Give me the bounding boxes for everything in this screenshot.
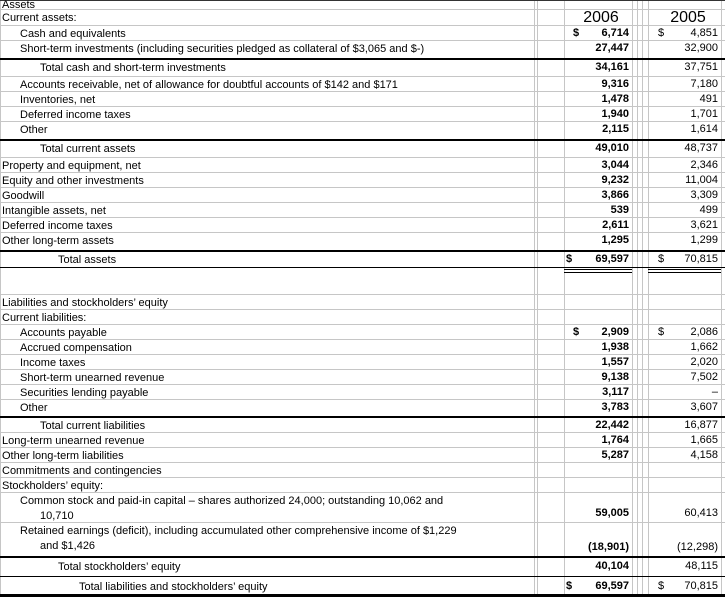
- table-row: [0, 41, 725, 60]
- value-2006: [564, 295, 632, 309]
- amount: 1,557: [601, 356, 629, 368]
- currency-symbol: $: [658, 253, 665, 265]
- year-header-2006: 2006: [583, 9, 619, 26]
- table-row: [0, 141, 725, 158]
- value-2005: [648, 418, 721, 432]
- row-label: Inventories, net: [20, 94, 96, 106]
- amount: 3,866: [601, 189, 629, 201]
- amount: 9,232: [601, 174, 629, 186]
- double-underline-2005: [648, 269, 721, 273]
- row-label: [0, 493, 564, 522]
- value-2006: [564, 577, 632, 594]
- value-2005: [648, 203, 721, 217]
- amount: 1,665: [690, 434, 718, 446]
- value-2005: [648, 370, 721, 384]
- value-2006: [564, 433, 632, 447]
- value-2006: [564, 77, 632, 91]
- value-2006: [564, 107, 632, 121]
- amount: 6,714: [601, 27, 629, 39]
- amount: 22,442: [595, 419, 629, 431]
- value-2006: [564, 478, 632, 492]
- value-2005: [648, 158, 721, 172]
- amount: 2,346: [690, 159, 718, 171]
- amount: 27,447: [595, 42, 629, 54]
- value-2005: [648, 92, 721, 106]
- value-2006: [564, 252, 632, 267]
- value-2006: [564, 325, 632, 339]
- value-2006: [564, 340, 632, 354]
- table-row: [0, 77, 725, 92]
- row-label: Total liabilities and stockholders’ equity: [79, 581, 268, 593]
- value-2005: [648, 252, 721, 267]
- value-2006: [564, 188, 632, 202]
- row-label: Liabilities and stockholders’ equity: [2, 297, 168, 309]
- amount: 70,815: [684, 580, 718, 592]
- amount: 69,597: [595, 580, 629, 592]
- table-row: [0, 295, 725, 310]
- row-label: Current liabilities:: [2, 312, 87, 324]
- table-row: [0, 418, 725, 433]
- amount: 1,662: [690, 341, 718, 353]
- amount: (18,901): [588, 541, 629, 553]
- amount: 2,115: [602, 123, 629, 135]
- value-2006: [564, 400, 632, 416]
- value-2005: [648, 478, 721, 492]
- value-2006: [564, 141, 632, 157]
- value-2005: [648, 558, 721, 576]
- row-label-line1: Retained earnings (deficit), including accumulated other comprehensive income of $1,229: [20, 525, 457, 537]
- table-row: [0, 122, 725, 141]
- table-row: [0, 478, 725, 493]
- row-label: Income taxes: [20, 357, 86, 369]
- value-2005: [648, 26, 721, 40]
- value-2006: [564, 523, 632, 556]
- value-2005: [648, 433, 721, 447]
- amount: 70,815: [684, 253, 718, 265]
- value-2006: [564, 310, 632, 324]
- table-row: [0, 493, 725, 523]
- amount: 1,701: [690, 108, 718, 120]
- row-label: Short-term investments (including securities pledged as collateral of $3,065 and $-): [20, 43, 425, 55]
- amount: 34,161: [595, 61, 629, 73]
- table-row: [0, 463, 725, 478]
- amount: 4,851: [690, 27, 718, 39]
- value-2005: [648, 173, 721, 187]
- value-2006: [564, 233, 632, 250]
- amount: –: [711, 386, 718, 398]
- value-2006: [564, 558, 632, 576]
- table-row: [0, 325, 725, 340]
- value-2005: [648, 233, 721, 250]
- amount: 3,309: [690, 189, 718, 201]
- spacer-row: [0, 274, 725, 295]
- amount: 1,764: [601, 434, 629, 446]
- value-2005: [648, 355, 721, 369]
- row-label: Deferred income taxes: [20, 109, 131, 121]
- row-label: Total cash and short-term investments: [40, 62, 226, 74]
- table-row: [0, 158, 725, 173]
- row-label-line2: 10,710: [40, 510, 74, 522]
- row-label: Accounts payable: [20, 327, 107, 339]
- amount: 3,044: [601, 159, 629, 171]
- amount: 7,180: [690, 78, 718, 90]
- table-row: [0, 523, 725, 558]
- value-2005: [648, 218, 721, 232]
- table-row: [0, 310, 725, 325]
- table-row: [0, 203, 725, 218]
- value-2006: [564, 355, 632, 369]
- amount: 5,287: [601, 449, 629, 461]
- row-label: Equity and other investments: [2, 175, 144, 187]
- year-header-2005: 2005: [670, 9, 706, 26]
- table-row: [0, 355, 725, 370]
- table-row: [0, 188, 725, 203]
- value-2005: [648, 107, 721, 121]
- currency-symbol: $: [658, 27, 665, 39]
- amount: 1,940: [601, 108, 629, 120]
- currency-symbol: $: [658, 326, 665, 338]
- value-2005: [648, 340, 721, 354]
- table-row: [0, 433, 725, 448]
- amount: 1,614: [690, 123, 718, 135]
- amount: 3,621: [690, 219, 718, 231]
- value-2006: [564, 173, 632, 187]
- value-2005: [648, 60, 721, 76]
- table-row: [0, 10, 725, 26]
- table-row: [0, 385, 725, 400]
- row-label: Short-term unearned revenue: [20, 372, 165, 384]
- row-label: Commitments and contingencies: [2, 465, 162, 477]
- row-label: Other long-term assets: [2, 235, 114, 247]
- value-2006: [564, 41, 632, 58]
- row-label: Total stockholders’ equity: [58, 561, 181, 573]
- amount: 539: [610, 204, 629, 216]
- table-row: [0, 340, 725, 355]
- value-2005: [648, 1, 721, 9]
- row-label: Other: [20, 124, 48, 136]
- currency-symbol: $: [658, 580, 665, 592]
- value-2005: [648, 188, 721, 202]
- amount: 3,117: [602, 386, 629, 398]
- table-row: [0, 26, 725, 41]
- table-row: [0, 577, 725, 597]
- row-label: Total current liabilities: [40, 420, 146, 432]
- value-2005: [648, 523, 721, 556]
- value-2006: [564, 26, 632, 40]
- row-label: Deferred income taxes: [2, 220, 113, 232]
- amount: 491: [699, 93, 718, 105]
- amount: 1,295: [601, 234, 629, 246]
- value-2005: [648, 41, 721, 58]
- amount: 2,086: [690, 326, 718, 338]
- table-row: [0, 400, 725, 418]
- value-2005: [648, 310, 721, 324]
- row-label: Accrued compensation: [20, 342, 132, 354]
- row-label: Securities lending payable: [20, 387, 149, 399]
- currency-symbol: $: [566, 580, 573, 592]
- amount: 1,938: [601, 341, 629, 353]
- value-2005: [648, 141, 721, 157]
- value-2006: [564, 418, 632, 432]
- row-label: Other long-term liabilities: [2, 450, 124, 462]
- amount: 32,900: [684, 42, 718, 54]
- amount: 11,004: [685, 174, 718, 186]
- value-2006: [564, 122, 632, 139]
- amount: 3,607: [690, 401, 718, 413]
- amount: 37,751: [684, 61, 718, 73]
- amount: 69,597: [595, 253, 629, 265]
- amount: 499: [699, 204, 718, 216]
- row-label: Current assets:: [2, 12, 77, 24]
- amount: 9,138: [601, 371, 629, 383]
- value-2005: [648, 448, 721, 462]
- value-2005: [648, 295, 721, 309]
- value-2006: [564, 493, 632, 522]
- table-row: [0, 370, 725, 385]
- row-label: Accounts receivable, net of allowance for doubtful accounts of $142 and $171: [20, 79, 398, 91]
- currency-symbol: $: [566, 253, 573, 265]
- value-2006: [564, 158, 632, 172]
- amount: 16,877: [684, 419, 718, 431]
- value-2006: [564, 370, 632, 384]
- amount: 1,299: [690, 234, 718, 246]
- value-2005: [648, 400, 721, 416]
- value-2006: [564, 448, 632, 462]
- row-label: Total current assets: [40, 143, 136, 155]
- row-label: Goodwill: [2, 190, 45, 202]
- value-2005: [648, 122, 721, 139]
- table-row: [0, 233, 725, 252]
- currency-symbol: $: [573, 326, 580, 338]
- table-row: [0, 107, 725, 122]
- amount: 2,909: [601, 326, 629, 338]
- currency-symbol: $: [573, 27, 580, 39]
- amount: 9,316: [601, 78, 629, 90]
- row-label-line1: Common stock and paid-in capital – shares authorized 24,000; outstanding 10,062 and: [20, 495, 444, 507]
- amount: 2,611: [602, 219, 629, 231]
- table-row: [0, 92, 725, 107]
- amount: 60,413: [684, 507, 718, 519]
- value-2006: [564, 385, 632, 399]
- value-2005: [648, 385, 721, 399]
- row-label: Long-term unearned revenue: [2, 435, 145, 447]
- value-2006: [564, 203, 632, 217]
- table-row: [0, 448, 725, 463]
- row-label: Intangible assets, net: [2, 205, 106, 217]
- table-row: [0, 173, 725, 188]
- row-label: Cash and equivalents: [20, 28, 126, 40]
- row-label: Other: [20, 402, 48, 414]
- value-2006: [564, 463, 632, 477]
- amount: 1,478: [601, 93, 629, 105]
- value-2005: [648, 577, 721, 594]
- amount: 59,005: [595, 507, 629, 519]
- amount: 40,104: [595, 560, 629, 572]
- value-2006: [564, 1, 632, 9]
- value-2005: [648, 325, 721, 339]
- value-2005: [648, 77, 721, 91]
- table-row: [0, 60, 725, 77]
- amount: 3,783: [601, 401, 629, 413]
- amount: 2,020: [690, 356, 718, 368]
- table-row: [0, 558, 725, 577]
- amount: 48,737: [684, 142, 718, 154]
- amount: 4,158: [690, 449, 718, 461]
- double-underline-2006: [564, 269, 632, 273]
- value-2006: [564, 60, 632, 76]
- value-2006: [564, 92, 632, 106]
- row-label: Total assets: [58, 254, 117, 266]
- table-row: [0, 252, 725, 268]
- amount: (12,298): [677, 541, 718, 553]
- row-label: Property and equipment, net: [2, 160, 141, 172]
- table-row: [0, 218, 725, 233]
- value-2005: [648, 493, 721, 522]
- amount: 7,502: [690, 371, 718, 383]
- value-2006: [564, 218, 632, 232]
- amount: 48,115: [685, 560, 718, 572]
- row-label: Stockholders’ equity:: [2, 480, 104, 492]
- value-2005: [648, 463, 721, 477]
- row-label: Assets: [2, 0, 36, 9]
- row-label: [0, 523, 564, 556]
- amount: 49,010: [595, 142, 629, 154]
- row-label-line2: and $1,426: [40, 540, 96, 552]
